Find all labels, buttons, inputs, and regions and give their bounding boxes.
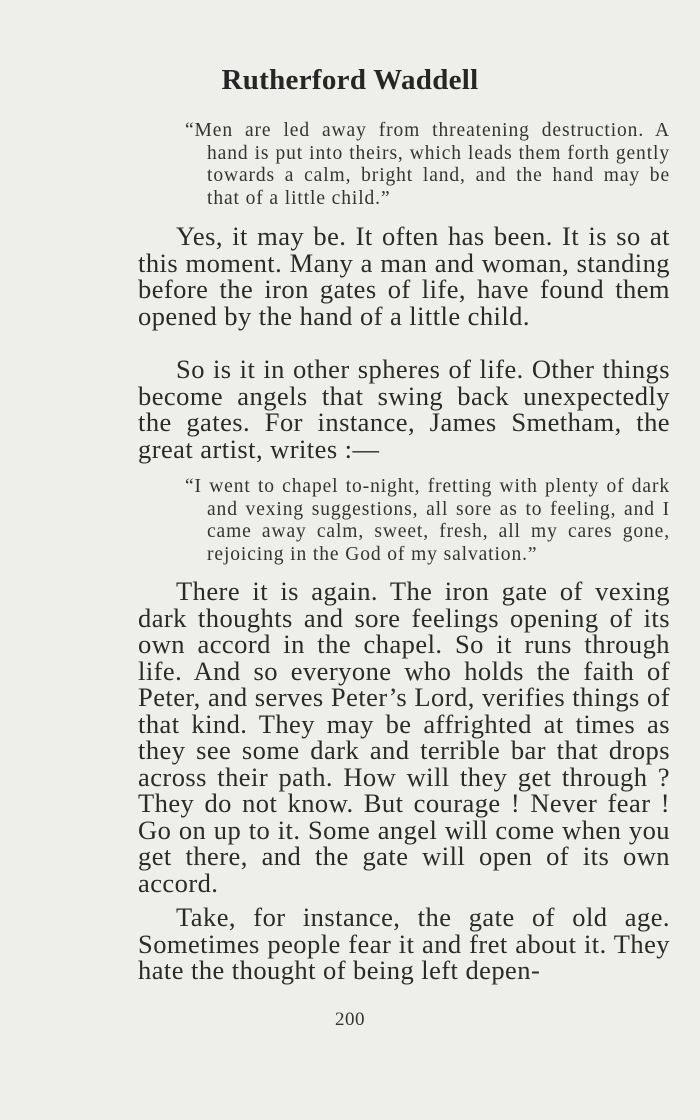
paragraph-1: Yes, it may be. It often has been. It is so at this moment. Many a man and woman, standing before the iron gates of life, have found them opened by the hand of a little child. [138,221,670,331]
paragraph-3: There it is again. The iron gate of vexing dark thoughts and sore feelings opening of its own accord in the chapel. So it runs through life. And so everyone who holds the faith of Peter, and serves Peter’s Lord, verifies things of that kind. They may be affrighted at times as they see some dark and terrible bar that drops across their path. How will they get through ? They do not know. But courage ! Never fear ! Go on up to it. Some angel will come when you get there, and the gate will open of its own accord. [138,576,670,898]
block-quote-1: “Men are led away from threatening destruction. A hand is put into theirs, which leads them forth gently towards a calm, bright land, and the hand may be that of a little child.” [185,120,670,209]
running-title: Rutherford Waddell [221,64,479,96]
paragraph-4: Take, for instance, the gate of old age. Sometimes people fear it and fret about it. They hate the thought of being left depen- [138,902,670,985]
paragraph-2: So is it in other spheres of life. Other things become angels that swing back unexpectedly the gates. For instance, James Smetham, the great artist, writes :— [138,354,670,464]
block-quote-2: “I went to chapel to-night, fretting with plenty of dark and vexing suggestions, all sore as to feeling, and I came away calm, sweet, fresh, all my cares gone, rejoicing in the God of my salvation.” [185,476,670,565]
page-number: 200 [335,1009,365,1030]
